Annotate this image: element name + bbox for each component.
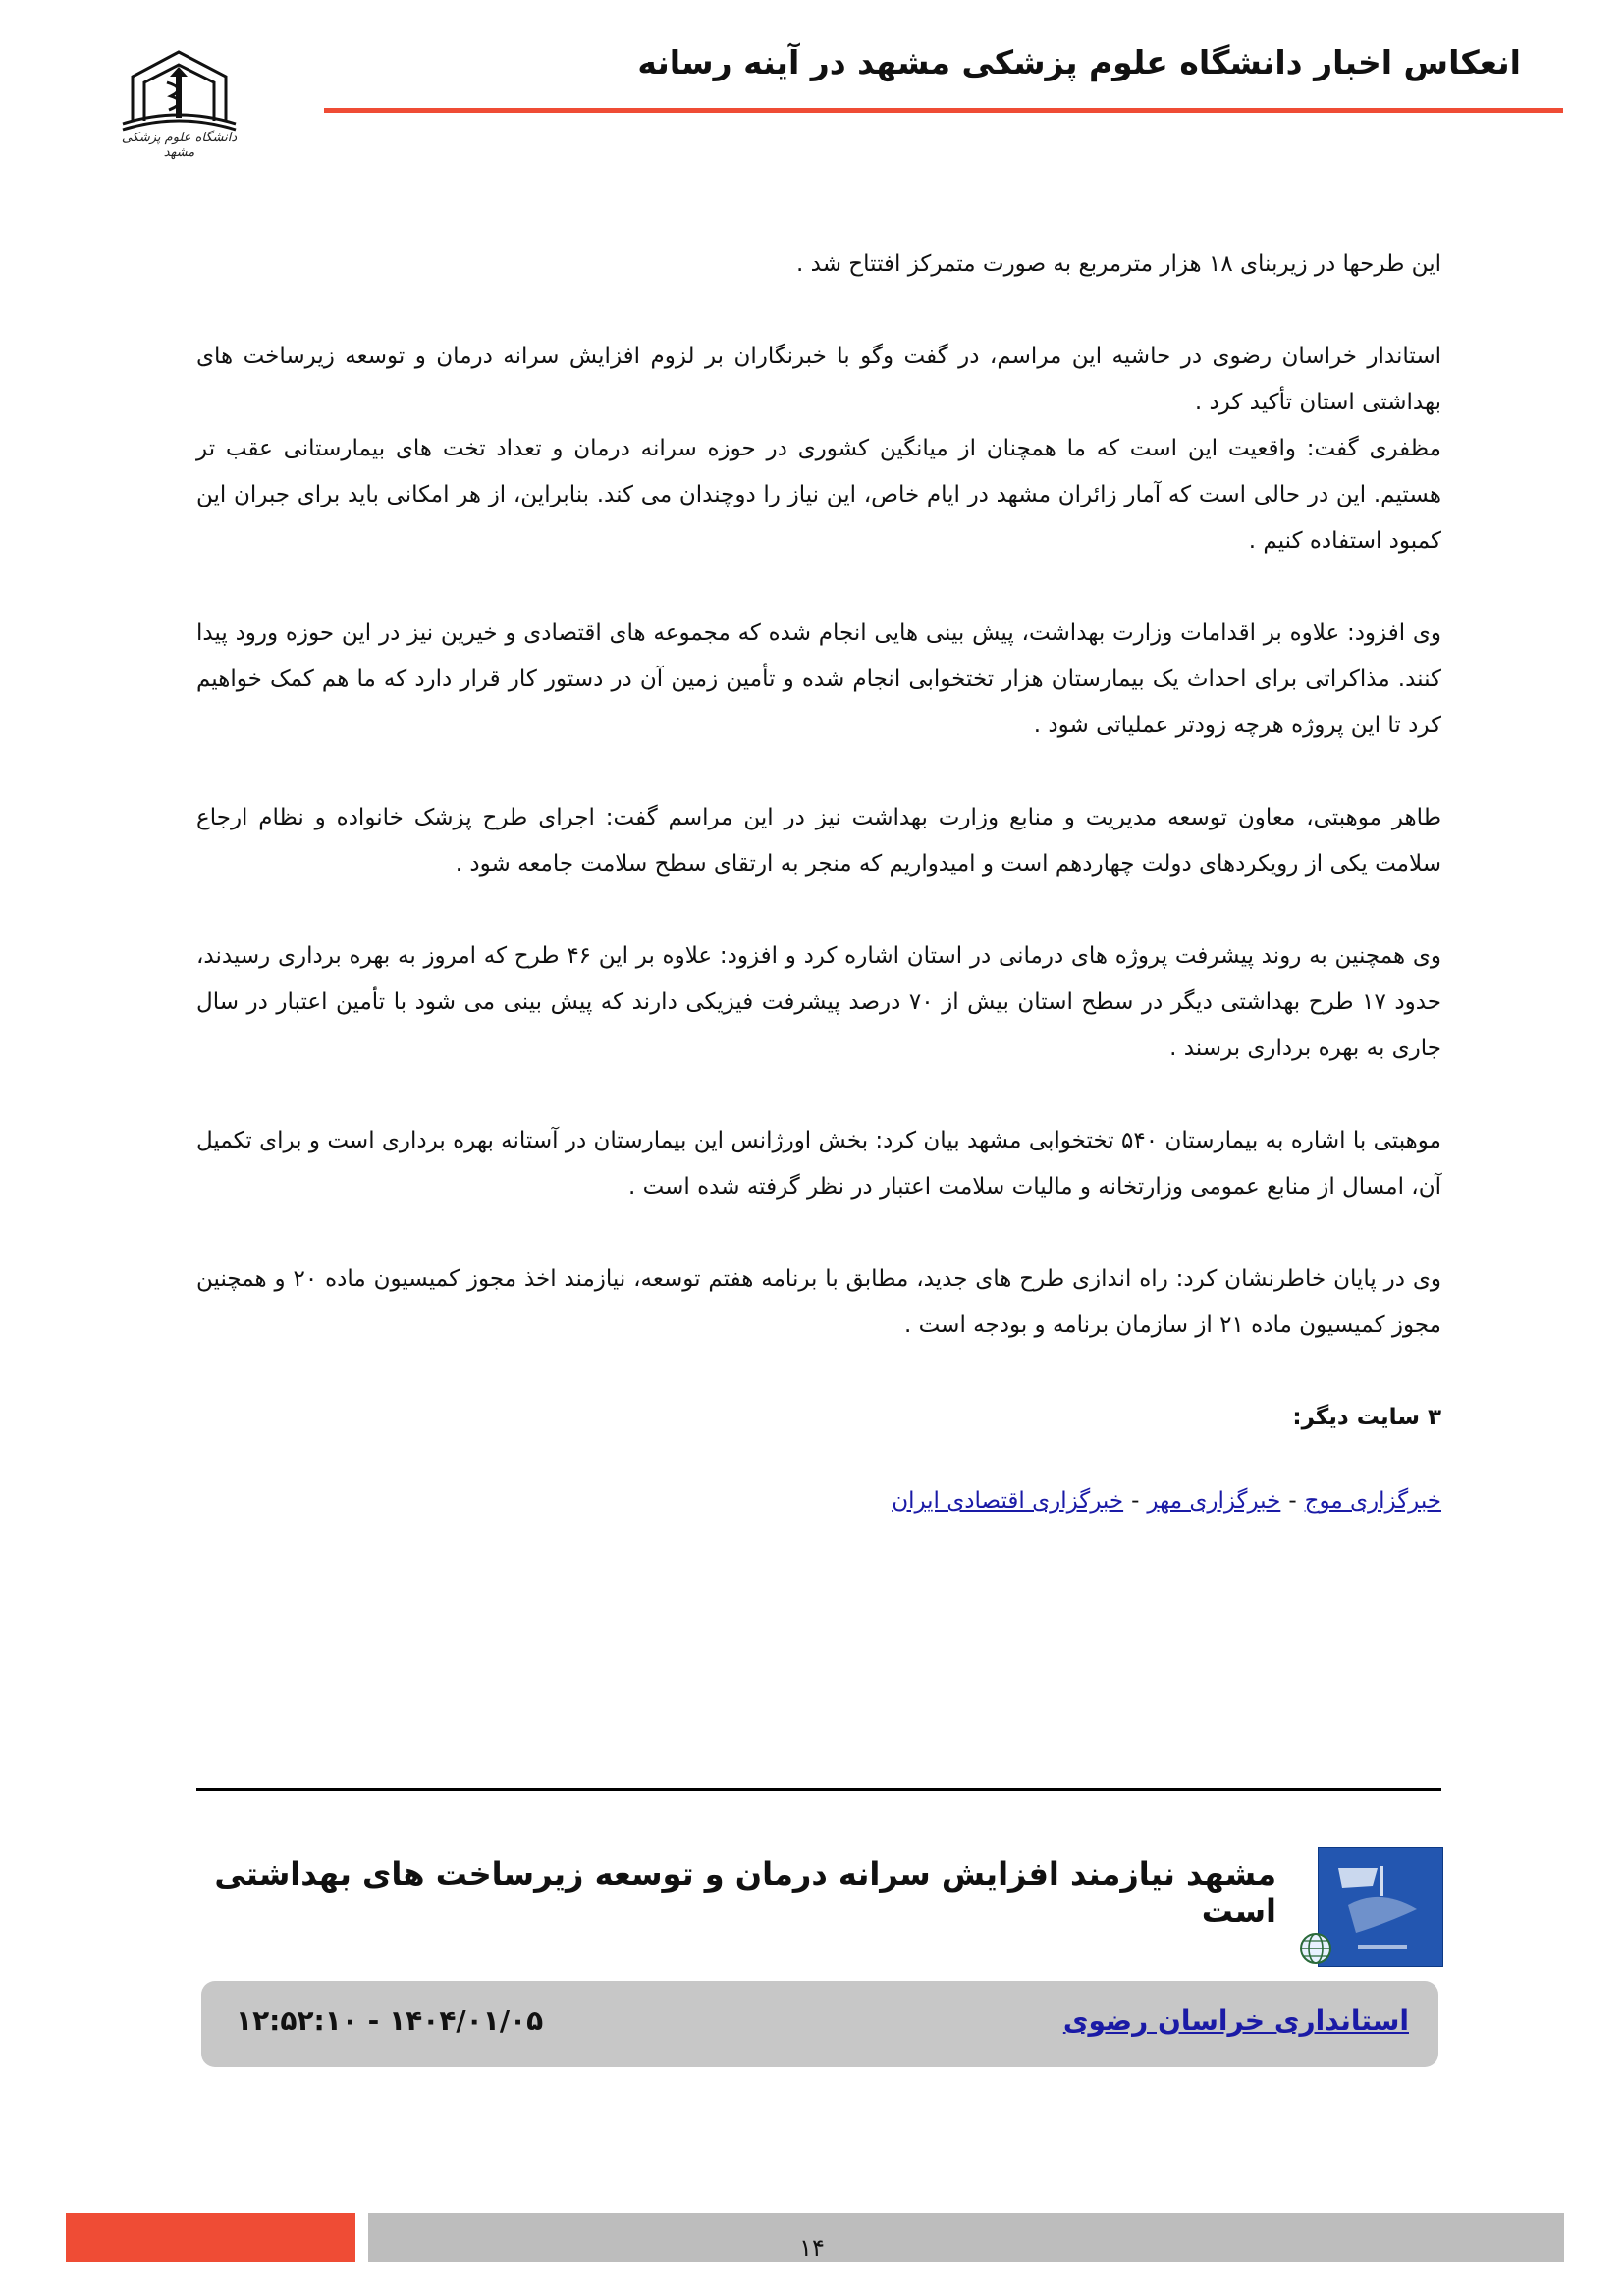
logo-caption: دانشگاه علوم پزشکی مشهد	[121, 131, 238, 160]
link-mouj-news[interactable]: خبرگزاری موج	[1304, 1488, 1441, 1514]
article-paragraph: وی در پایان خاطرنشان کرد: راه اندازی طرح های جدید، مطابق با برنامه هفتم توسعه، نیازمند اخذ مجوز کمیسیون ماده ۲۰ و همچنین مجوز کمیسیون ماده ۲۱ از سازمان برنامه و بودجه است .	[196, 1266, 1442, 1338]
article-paragraph: مظفری گفت: واقعیت این است که ما همچنان از میانگین کشوری در حوزه سرانه درمان و تعداد تخت های بیمارستانی عقب تر هستیم. این در حالی است که آمار زائران مشهد در ایام خاص، این نیاز را دوچندان می کند. بنابراین، از هر امکانی باید برای جبران این کمبود استفاده کنیم .	[196, 436, 1441, 554]
article-paragraph: وی همچنین به روند پیشرفت پروژه های درمانی در استان اشاره کرد و افزود: علاوه بر این ۴۶ طرح که امروز به بهره برداری رسیدند، حدود ۱۷ طرح بهداشتی دیگر در سطح استان بیش از ۷۰ درصد پیشرفت فیزیکی دارند که پیش بینی می شود با تأمین اعتبار در سال جاری به بهره برداری برسند .	[196, 943, 1442, 1061]
link-mehr-news[interactable]: خبرگزاری مهر	[1147, 1488, 1281, 1514]
header-title: انعکاس اخبار دانشگاه علوم پزشکی مشهد در آینه رسانه	[637, 43, 1521, 81]
news-agency-links	[196, 1478, 1441, 1524]
section-divider	[196, 1788, 1441, 1791]
article-paragraph: وی افزود: علاوه بر اقدامات وزارت بهداشت، پیش بینی هایی انجام شده که مجموعه های اقتصادی و خیرین نیز در این حوزه ورود پیدا کنند. مذاکراتی برای احداث یک بیمارستان هزار تختخوابی انجام شده و تأمین زمین آن در دستور کار قرار دارد که ما هم کمک خواهیم کرد تا این پروژه هرچه زودتر عملیاتی شود .	[196, 620, 1441, 738]
article-body	[196, 241, 1441, 1524]
publish-datetime: ۱۴۰۴/۰۱/۰۵ - ۱۲:۵۲:۱۰	[236, 2004, 544, 2037]
other-sites-label: ۳ سایت دیگر:	[1292, 1405, 1441, 1430]
article-paragraph: استاندار خراسان رضوی در حاشیه این مراسم، در گفت وگو با خبرنگاران بر لزوم افزایش سرانه درمان و توسعه زیرساخت های بهداشتی استان تأکید کرد .	[196, 344, 1441, 415]
source-bar	[201, 1981, 1438, 2067]
link-iran-economic-news[interactable]: خبرگزاری اقتصادی ایران	[892, 1488, 1124, 1514]
article-paragraph: این طرحها در زیربنای ۱۸ هزار مترمربع به صورت متمرکز افتتاح شد .	[796, 251, 1441, 277]
link-separator: -	[1288, 1488, 1297, 1514]
globe-icon	[1299, 1932, 1332, 1965]
next-news-title: مشهد نیازمند افزایش سرانه درمان و توسعه زیرساخت های بهداشتی است	[214, 1855, 1276, 1930]
source-link[interactable]: استانداری خراسان رضوی	[1062, 2004, 1409, 2037]
link-separator: -	[1131, 1488, 1140, 1514]
article-paragraph: موهبتی با اشاره به بیمارستان ۵۴۰ تختخوابی مشهد بیان کرد: بخش اورژانس این بیمارستان در آستانه بهره برداری است و برای تکمیل آن، امسال از منابع عمومی وزارتخانه و مالیات سلامت اعتبار در نظر گرفته شده است .	[196, 1128, 1441, 1200]
news-thumbnail-icon	[1318, 1847, 1443, 1967]
page-number: ۱۴	[799, 2234, 825, 2262]
article-paragraph: طاهر موهبتی، معاون توسعه مدیریت و منابع وزارت بهداشت نیز در این مراسم گفت: اجرای طرح پزشک خانواده و نظام ارجاع سلامت یکی از رویکردهای دولت چهاردهم است و امیدواریم که منجر به ارتقای سطح سلامت جامعه شود .	[196, 805, 1441, 877]
header-rule	[324, 108, 1563, 113]
